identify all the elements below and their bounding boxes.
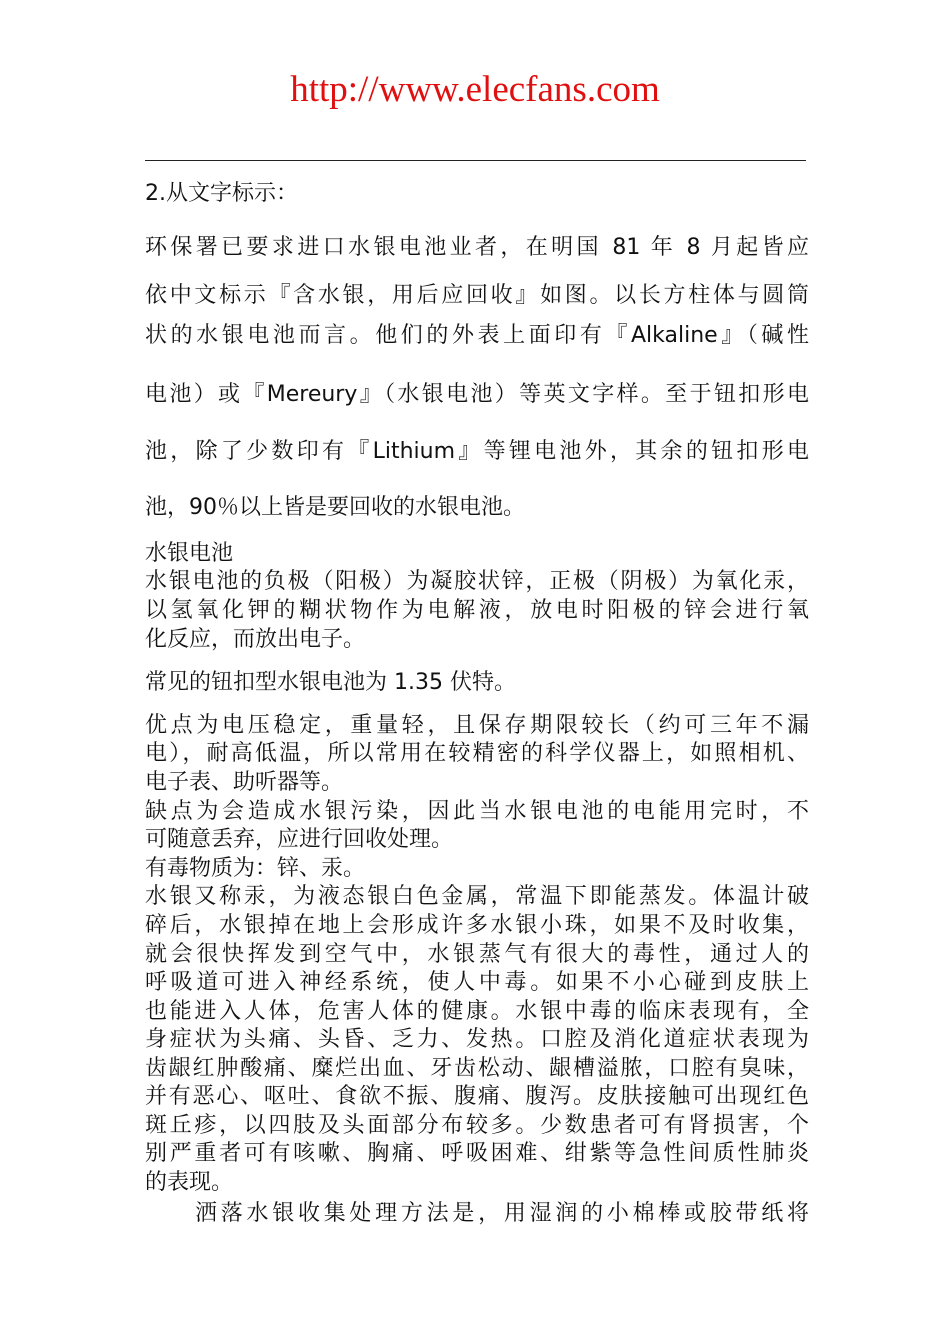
paragraph-line: 缺点为会造成水银污染，因此当水银电池的电能用完时，不 xyxy=(145,799,809,824)
paragraph-line: 池，除了少数印有『Lithium』等锂电池外，其余的钮扣形电 xyxy=(145,439,809,464)
paragraph-line: 身症状为头痛、头昏、乏力、发热。口腔及消化道症状表现为 xyxy=(145,1027,809,1052)
paragraph-line: 电子表、助听器等。 xyxy=(145,770,344,795)
paragraph-line: 水银又称汞，为液态银白色金属，常温下即能蒸发。体温计破 xyxy=(145,884,809,909)
paragraph-line: 优点为电压稳定，重量轻，且保存期限较长（约可三年不漏 xyxy=(145,713,809,738)
paragraph-line: 化反应，而放出电子。 xyxy=(145,627,366,652)
paragraph-line: 以氢氧化钾的糊状物作为电解液，放电时阳极的锌会进行氧 xyxy=(145,598,809,623)
paragraph-line: 电池）或『Mereury』（水银电池）等英文字样。至于钮扣形电 xyxy=(145,382,809,407)
toxic-substances-line: 有毒物质为：锌、汞。 xyxy=(145,856,366,881)
header-url: http://www.elecfans.com xyxy=(290,69,660,110)
paragraph-line: 并有恶心、呕吐、食欲不振、腹痛、腹泻。皮肤接触可出现红色 xyxy=(145,1084,809,1109)
paragraph-line: 就会很快挥发到空气中，水银蒸气有很大的毒性，通过人的 xyxy=(145,942,809,967)
section-title: 水银电池 xyxy=(145,541,234,566)
paragraph-line: 电），耐高低温，所以常用在较精密的科学仪器上，如照相机、 xyxy=(145,741,809,766)
paragraph-line: 斑丘疹，以四肢及头面部分布较多。少数患者可有肾损害，个 xyxy=(145,1113,809,1138)
paragraph-line: 水银电池的负极（阳极）为凝胶状锌，正极（阴极）为氧化汞， xyxy=(145,569,809,594)
paragraph-line: 依中文标示『含水银，用后应回收』如图。以长方柱体与圆筒 xyxy=(145,283,809,308)
paragraph-line: 碎后，水银掉在地上会形成许多水银小珠，如果不及时收集， xyxy=(145,913,809,938)
paragraph-line: 洒落水银收集处理方法是，用湿润的小棉棒或胶带纸将 xyxy=(195,1201,809,1226)
voltage-line: 常见的钮扣型水银电池为 1.35 伏特。 xyxy=(145,670,516,695)
paragraph-line: 可随意丢弃，应进行回收处理。 xyxy=(145,827,454,852)
paragraph-line: 别严重者可有咳嗽、胸痛、呼吸困难、绀紫等急性间质性肺炎 xyxy=(145,1141,809,1166)
paragraph-line: 环保署已要求进口水银电池业者，在明国 81 年 8 月起皆应 xyxy=(145,235,809,260)
paragraph-line: 状的水银电池而言。他们的外表上面印有『Alkaline』（碱性 xyxy=(145,323,809,348)
paragraph-line: 齿龈红肿酸痛、糜烂出血、牙齿松动、龈槽溢脓，口腔有臭味， xyxy=(145,1056,809,1081)
header-divider xyxy=(145,160,806,161)
paragraph-line: 池，90％以上皆是要回收的水银电池。 xyxy=(145,495,525,520)
section-heading: 2.从文字标示： xyxy=(145,181,298,206)
paragraph-line: 呼吸道可进入神经系统，使人中毒。如果不小心碰到皮肤上 xyxy=(145,970,809,995)
paragraph-line: 的表现。 xyxy=(145,1170,234,1195)
paragraph-line: 也能进入人体，危害人体的健康。水银中毒的临床表现有，全 xyxy=(145,999,809,1024)
